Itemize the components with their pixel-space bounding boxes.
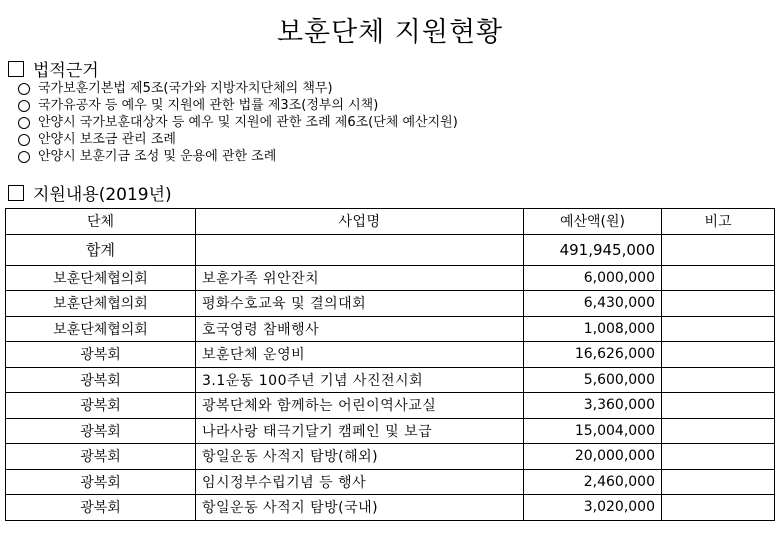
table-row bbox=[6, 316, 775, 342]
cell-org: 보훈단체협의회 bbox=[6, 265, 196, 291]
list-item bbox=[18, 131, 458, 148]
cell-note bbox=[662, 393, 775, 419]
cell-business: 평화수호교육 및 결의대회 bbox=[196, 291, 524, 317]
cell-org: 광복회 bbox=[6, 342, 196, 368]
cell-business: 보훈단체 운영비 bbox=[196, 342, 524, 368]
cell-org: 광복회 bbox=[6, 418, 196, 444]
circle-bullet-icon bbox=[18, 134, 30, 146]
table-row bbox=[6, 444, 775, 470]
cell-note bbox=[662, 265, 775, 291]
table-row bbox=[6, 291, 775, 317]
cell-note bbox=[662, 342, 775, 368]
cell-org: 보훈단체협의회 bbox=[6, 316, 196, 342]
table-row bbox=[6, 393, 775, 419]
list-item-text: 안양시 보훈기금 조성 및 운용에 관한 조례 bbox=[38, 149, 277, 164]
cell-business: 임시정부수립기념 등 행사 bbox=[196, 469, 524, 495]
circle-bullet-icon bbox=[18, 117, 30, 129]
cell-note bbox=[662, 418, 775, 444]
list-item-text: 안양시 보조금 관리 조례 bbox=[38, 132, 176, 147]
circle-bullet-icon bbox=[18, 151, 30, 163]
table-row bbox=[6, 367, 775, 393]
cell-business: 항일운동 사적지 탐방(해외) bbox=[196, 444, 524, 470]
cell-amount: 1,008,000 bbox=[524, 316, 662, 342]
cell-note bbox=[662, 316, 775, 342]
cell-note bbox=[662, 469, 775, 495]
legal-basis-list bbox=[18, 80, 458, 165]
column-header-amount: 예산액(원) bbox=[524, 209, 662, 235]
cell-business: 항일운동 사적지 탐방(국내) bbox=[196, 495, 524, 521]
list-item bbox=[18, 97, 458, 114]
checkbox-square-icon bbox=[8, 61, 24, 77]
cell-amount: 2,460,000 bbox=[524, 469, 662, 495]
cell-business: 보훈가족 위안잔치 bbox=[196, 265, 524, 291]
list-item-text: 국가보훈기본법 제5조(국가와 지방자치단체의 책무) bbox=[38, 81, 333, 96]
list-item bbox=[18, 80, 458, 97]
table-row bbox=[6, 418, 775, 444]
circle-bullet-icon bbox=[18, 100, 30, 112]
cell-amount: 6,000,000 bbox=[524, 265, 662, 291]
page-title: 보훈단체 지원현황 bbox=[276, 17, 504, 48]
total-label: 합계 bbox=[6, 234, 196, 265]
column-header-business: 사업명 bbox=[196, 209, 524, 235]
cell-org: 광복회 bbox=[6, 367, 196, 393]
total-row bbox=[6, 234, 775, 265]
cell-amount: 3,020,000 bbox=[524, 495, 662, 521]
legal-basis-heading-text: 법적근거 bbox=[33, 61, 99, 81]
column-header-org: 단체 bbox=[6, 209, 196, 235]
circle-bullet-icon bbox=[18, 83, 30, 95]
cell-note bbox=[662, 367, 775, 393]
list-item bbox=[18, 114, 458, 131]
cell-org: 광복회 bbox=[6, 393, 196, 419]
support-heading-text: 지원내용(2019년) bbox=[33, 185, 172, 205]
table-row bbox=[6, 342, 775, 368]
list-item bbox=[18, 148, 458, 165]
cell-amount: 20,000,000 bbox=[524, 444, 662, 470]
list-item-text: 국가유공자 등 예우 및 지원에 관한 법률 제3조(정부의 시책) bbox=[38, 98, 379, 113]
cell-business: 3.1운동 100주년 기념 사진전시회 bbox=[196, 367, 524, 393]
cell-amount: 5,600,000 bbox=[524, 367, 662, 393]
table-header-row bbox=[6, 209, 775, 235]
cell-org: 광복회 bbox=[6, 469, 196, 495]
support-heading bbox=[8, 180, 172, 205]
list-item-text: 안양시 국가보훈대상자 등 예우 및 지원에 관한 조례 제6조(단체 예산지원) bbox=[38, 115, 458, 130]
total-note bbox=[662, 234, 775, 265]
table-row bbox=[6, 495, 775, 521]
cell-business: 광복단체와 함께하는 어린이역사교실 bbox=[196, 393, 524, 419]
cell-amount: 15,004,000 bbox=[524, 418, 662, 444]
checkbox-square-icon bbox=[8, 185, 24, 201]
column-header-note: 비고 bbox=[662, 209, 775, 235]
cell-note bbox=[662, 495, 775, 521]
cell-amount: 16,626,000 bbox=[524, 342, 662, 368]
cell-org: 보훈단체협의회 bbox=[6, 291, 196, 317]
cell-amount: 6,430,000 bbox=[524, 291, 662, 317]
total-business bbox=[196, 234, 524, 265]
cell-org: 광복회 bbox=[6, 444, 196, 470]
cell-org: 광복회 bbox=[6, 495, 196, 521]
table-row bbox=[6, 265, 775, 291]
legal-basis-heading bbox=[8, 56, 99, 81]
total-amount: 491,945,000 bbox=[524, 234, 662, 265]
cell-business: 호국영령 참배행사 bbox=[196, 316, 524, 342]
table-row bbox=[6, 469, 775, 495]
cell-amount: 3,360,000 bbox=[524, 393, 662, 419]
cell-note bbox=[662, 444, 775, 470]
cell-business: 나라사랑 태극기달기 캠페인 및 보급 bbox=[196, 418, 524, 444]
support-table bbox=[5, 208, 775, 521]
cell-note bbox=[662, 291, 775, 317]
